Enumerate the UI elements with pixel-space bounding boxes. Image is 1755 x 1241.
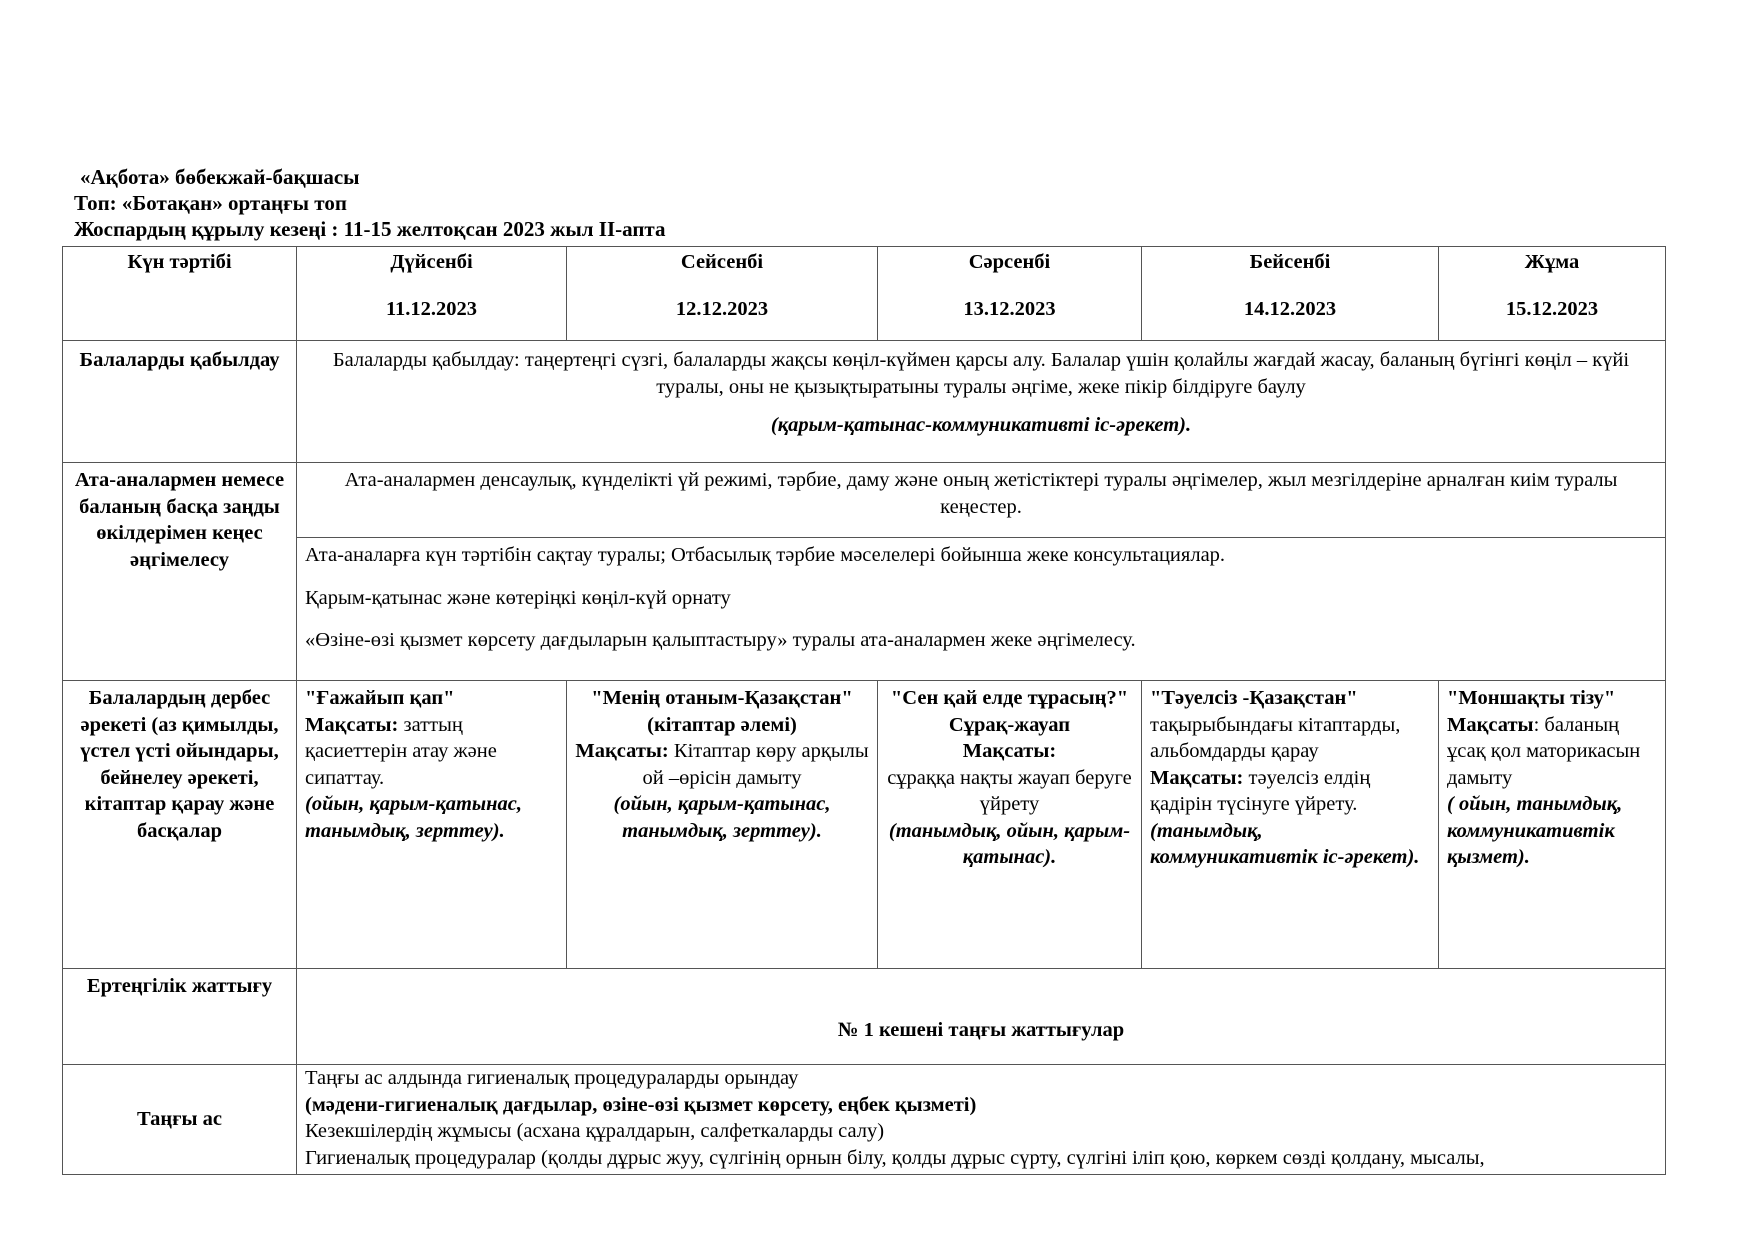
goal-label: Мақсаты: bbox=[575, 740, 669, 762]
breakfast-line: Гигиеналық процедуралар (қолды дұрыс жуу, сүлгінің орнын білу, қолды дұрыс сүрту, сүлгіні іліп қою, көркем сөзді қолдану, мысалы, bbox=[305, 1146, 1485, 1169]
row-label: Балаларды қабылдау bbox=[63, 341, 297, 463]
breakfast-line: Кезекшілердің жұмысы (асхана құралдарын, салфеткаларды салу) bbox=[305, 1120, 885, 1142]
parents-paragraph: Қарым-қатынас және көтеріңкі көңіл-күй орнату bbox=[305, 586, 731, 609]
group-name: Топ: «Ботақан» ортаңғы топ bbox=[74, 191, 347, 215]
activity-wednesday bbox=[878, 681, 1142, 969]
kindergarten-name: «Ақбота» бөбекжай-бақшасы bbox=[80, 165, 360, 189]
exercise-text: № 1 кешені таңғы жаттығулар bbox=[297, 969, 1666, 1065]
activity-thursday bbox=[1142, 681, 1439, 969]
breakfast-row bbox=[63, 1065, 1666, 1175]
activity-title: "Сен қай елде тұрасың?" bbox=[890, 687, 1129, 709]
goal-label: Мақсаты: bbox=[962, 740, 1057, 762]
activity-subtitle: Сұрақ-жауап bbox=[948, 713, 1071, 736]
goal-text: тәуелсіз елдің қадірін түсінуге үйрету. bbox=[1150, 766, 1371, 815]
breakfast-line: (мәдени-гигиеналық дағдылар, өзіне-өзі қызмет көрсету, еңбек қызметі) bbox=[305, 1093, 977, 1116]
activity-friday bbox=[1439, 681, 1666, 969]
day-name: Дүйсенбі bbox=[390, 251, 473, 273]
reception-note: (қарым-қатынас-коммуникативті іс-әрекет). bbox=[770, 414, 1192, 436]
activity-note: (танымдық, коммуникативтік іс-әрекет). bbox=[1150, 819, 1420, 868]
plan-period: Жоспардың құрылу кезеңі : 11-15 желтоқсан 2023 жыл ІІ-апта bbox=[74, 217, 666, 241]
parents-paragraph: «Өзіне-өзі қызмет көрсету дағдыларын қалыптастыру» туралы ата-аналармен жеке әңгімелесу. bbox=[305, 629, 1136, 651]
activity-note: (танымдық, ойын, қарым-қатынас). bbox=[888, 819, 1131, 868]
schedule-header: Күн тәртібі bbox=[63, 247, 297, 341]
day-date: 15.12.2023 bbox=[1505, 297, 1599, 320]
day-header-tuesday bbox=[567, 247, 878, 341]
weekly-plan-table bbox=[62, 246, 1666, 1175]
goal-text: сұраққа нақты жауап беруге үйрету bbox=[887, 766, 1132, 815]
day-header-monday bbox=[297, 247, 567, 341]
activity-tuesday bbox=[567, 681, 878, 969]
day-date: 12.12.2023 bbox=[675, 297, 769, 320]
activity-title: "Моншақты тізу" bbox=[1447, 687, 1616, 709]
day-header-friday bbox=[1439, 247, 1666, 341]
goal-label: Мақсаты: bbox=[305, 713, 399, 736]
row-label: Ата-аналармен немесе баланың басқа заңды өкілдерімен кеңес әңгімелесу bbox=[63, 463, 297, 681]
activity-title: "Менің отаным-Қазақстан" bbox=[591, 687, 853, 709]
day-header-thursday bbox=[1142, 247, 1439, 341]
exercise-row bbox=[63, 969, 1666, 1065]
goal-text: Кітаптар көру арқылы ой –өрісін дамыту bbox=[642, 740, 869, 789]
goal-text: заттың қасиеттерін атау және сипаттау. bbox=[305, 713, 497, 789]
reception-cell bbox=[297, 341, 1666, 463]
day-header-wednesday bbox=[878, 247, 1142, 341]
breakfast-cell bbox=[297, 1065, 1666, 1175]
activity-note: ( ойын, танымдық, коммуникативтік қызмет). bbox=[1447, 793, 1623, 868]
parents-row-2 bbox=[63, 538, 1666, 681]
activity-note: (ойын, қарым-қатынас, танымдық, зерттеу). bbox=[613, 793, 831, 842]
document-header bbox=[74, 164, 666, 242]
day-date: 14.12.2023 bbox=[1243, 297, 1337, 320]
activity-row bbox=[63, 681, 1666, 969]
goal-text: : баланың ұсақ қол маторикасын дамыту bbox=[1447, 713, 1641, 789]
breakfast-line: Таңғы ас алдында гигиеналық процедураларды орындау bbox=[305, 1067, 799, 1089]
activity-monday bbox=[297, 681, 567, 969]
row-label: Таңғы ас bbox=[63, 1065, 297, 1175]
parents-text-1: Ата-аналармен денсаулық, күнделікті үй режимі, тәрбие, даму және оның жетістіктері туралы әңгімелер, жыл мезгілдеріне арналған киім туралы кеңестер. bbox=[297, 463, 1666, 538]
parents-row-1 bbox=[63, 463, 1666, 538]
activity-note: (ойын, қарым-қатынас, танымдық, зерттеу). bbox=[305, 793, 522, 842]
goal-label: Мақсаты bbox=[1447, 713, 1534, 736]
activity-title: "Ғажайып қап" bbox=[305, 687, 455, 709]
day-name: Сәрсенбі bbox=[968, 251, 1051, 273]
row-label: Балалардың дербес әрекеті (аз қимылды, үстел үсті ойындары, бейнелеу әрекеті, кітаптар қарау және басқалар bbox=[63, 681, 297, 969]
day-date: 11.12.2023 bbox=[385, 297, 478, 320]
reception-text: Балаларды қабылдау: таңертеңгі сүзгі, балаларды жақсы көңіл-күймен қарсы алу. Балалар үшін қолайлы жағдай жасау, баланың бүгінгі көңіл – күйі туралы, оны не қызықтыратыны туралы әңгіме, жеке пікір білдіруге баулу bbox=[332, 349, 1630, 398]
activity-title: "Тәуелсіз -Қазақстан" bbox=[1150, 687, 1358, 709]
parents-paragraph: Ата-аналарға күн тәртібін сақтау туралы; Отбасылық тәрбие мәселелері бойынша жеке консультациялар. bbox=[305, 544, 1226, 566]
reception-row bbox=[63, 341, 1666, 463]
activity-subtitle: (кітаптар әлемі) bbox=[647, 713, 797, 736]
goal-label: Мақсаты: bbox=[1150, 766, 1244, 789]
row-label: Ертеңгілік жаттығу bbox=[63, 969, 297, 1065]
day-date: 13.12.2023 bbox=[963, 297, 1056, 320]
day-name: Сейсенбі bbox=[680, 251, 764, 273]
activity-intro: тақырыбындағы кітаптарды, альбомдарды қарау bbox=[1150, 713, 1401, 762]
day-name: Бейсенбі bbox=[1249, 251, 1331, 273]
table-header-row bbox=[63, 247, 1666, 341]
day-name: Жұма bbox=[1524, 251, 1580, 273]
parents-consult-cell bbox=[297, 538, 1666, 681]
